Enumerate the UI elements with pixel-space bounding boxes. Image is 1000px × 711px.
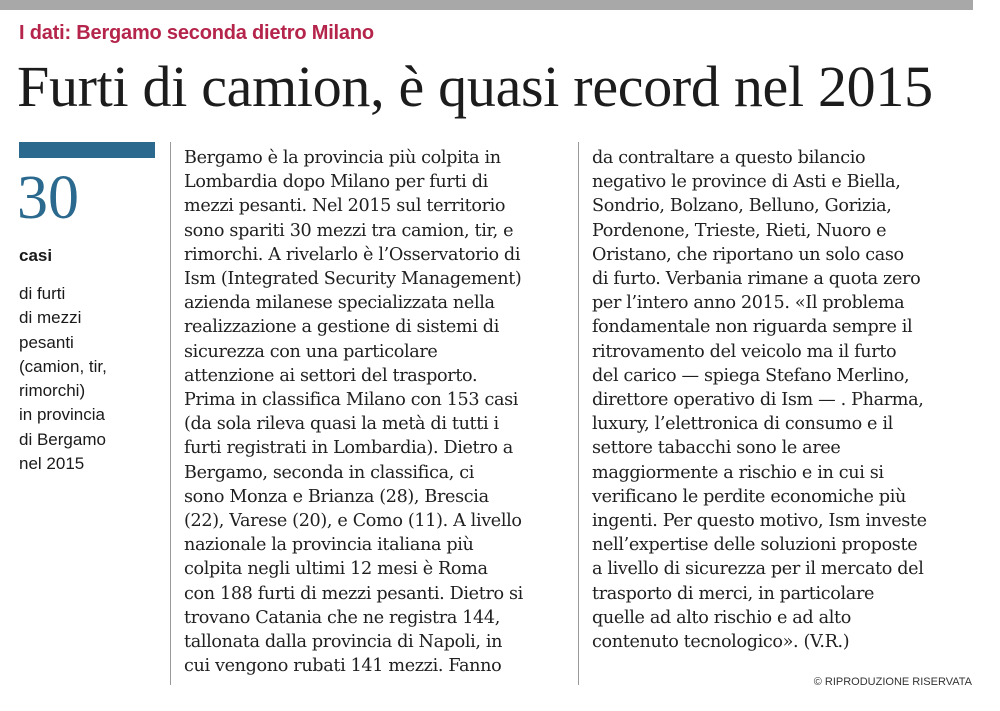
body-line: Ism (Integrated Security Management) [184, 269, 522, 290]
top-rule [0, 0, 973, 10]
body-line: (22), Varese (20), e Como (11). A livello [184, 511, 522, 532]
sidebar-description-line: di mezzi [19, 308, 82, 328]
body-line: del carico — spiega Stefano Merlino, [592, 365, 910, 386]
body-line: realizzazione a gestione di sistemi di [184, 317, 499, 338]
column-divider [170, 142, 171, 685]
body-line: nazionale la provincia italiana più [184, 535, 474, 556]
body-line: furti registrati in Lombardia). Dietro a [184, 438, 513, 459]
body-line: Lombardia dopo Milano per furti di [184, 172, 488, 193]
body-line: Bergamo è la provincia più colpita in [184, 148, 501, 168]
copyright-notice: © RIPRODUZIONE RISERVATA [813, 676, 972, 688]
body-line: attenzione ai settori del trasporto. [184, 365, 478, 386]
body-column-2 [592, 146, 927, 654]
body-line: Bergamo, seconda in classifica, ci [184, 462, 474, 483]
body-line: sicurezza con una particolare [184, 341, 438, 362]
body-line: luxury, l’elettronica di consumo e il [592, 414, 893, 435]
sidebar-accent-bar [19, 142, 155, 158]
body-line: ritrovamento del veicolo ma il furto [592, 341, 897, 362]
body-line: trasporto di merci, in particolare [592, 583, 875, 604]
body-line: da contraltare a questo bilancio [592, 148, 866, 168]
body-line: direttore operativo di Ism — . Pharma, [592, 390, 924, 411]
body-line: mezzi pesanti. Nel 2015 sul territorio [184, 196, 506, 217]
body-line: ingenti. Per questo motivo, Ism investe [592, 511, 927, 532]
body-line: contenuto tecnologico». (V.R.) [592, 632, 850, 653]
sidebar-description-line: nel 2015 [19, 454, 85, 474]
kicker: I dati: Bergamo seconda dietro Milano [19, 22, 374, 44]
sidebar-description-line: in provincia [19, 405, 105, 425]
body-line: di furto. Verbania rimane a quota zero [592, 269, 921, 290]
body-line: sono Monza e Brianza (28), Brescia [184, 486, 489, 507]
body-line: quelle ad alto rischio e ad alto [592, 607, 851, 628]
sidebar-description-line: di Bergamo [19, 429, 106, 449]
sidebar-description-line: rimorchi) [19, 381, 86, 401]
body-line: fondamentale non riguarda sempre il [592, 317, 913, 338]
body-line: negativo le province di Asti e Biella, [592, 172, 901, 193]
page-right-margin [990, 0, 1000, 711]
body-line: Pordenone, Trieste, Rieti, Nuoro e [592, 220, 887, 241]
body-line: sono spariti 30 mezzi tra camion, tir, e [184, 220, 514, 241]
sidebar-description-line: (camion, tir, [19, 356, 107, 376]
sidebar-description [19, 282, 154, 476]
column-divider [578, 142, 579, 685]
body-line: colpita negli ultimi 12 mesi è Roma [184, 559, 488, 580]
body-line: (da sola rileva quasi la metà di tutti i [184, 414, 499, 435]
body-line: rimorchi. A rivelarlo è l’Osservatorio di [184, 244, 521, 265]
body-line: azienda milanese specializzata nella [184, 293, 495, 314]
body-line: nell’expertise delle soluzioni proposte [592, 535, 918, 556]
sidebar-unit: casi [19, 246, 53, 265]
body-line: verificano le perdite economiche più [592, 486, 906, 507]
sidebar-number: 30 [17, 164, 79, 232]
body-line: cui vengono rubati 141 mezzi. Fanno [184, 656, 502, 677]
sidebar-description-line: di furti [19, 284, 66, 303]
body-line: trovano Catania che ne registra 144, [184, 607, 500, 628]
body-line: maggiormente a rischio e in cui si [592, 462, 884, 483]
body-line: con 188 furti di mezzi pesanti. Dietro si [184, 583, 523, 604]
sidebar-description-line: pesanti [19, 332, 74, 352]
body-line: tallonata dalla provincia di Napoli, in [184, 632, 503, 653]
body-line: Prima in classifica Milano con 153 casi [184, 390, 519, 411]
body-line: a livello di sicurezza per il mercato del [592, 559, 924, 580]
body-line: Sondrio, Bolzano, Belluno, Gorizia, [592, 196, 892, 217]
body-line: per l’intero anno 2015. «Il problema [592, 293, 905, 314]
body-line: settore tabacchi sono le aree [592, 438, 841, 459]
body-column-1 [184, 146, 523, 678]
headline: Furti di camion, è quasi record nel 2015 [17, 54, 933, 119]
body-line: Oristano, che riportano un solo caso [592, 244, 904, 265]
